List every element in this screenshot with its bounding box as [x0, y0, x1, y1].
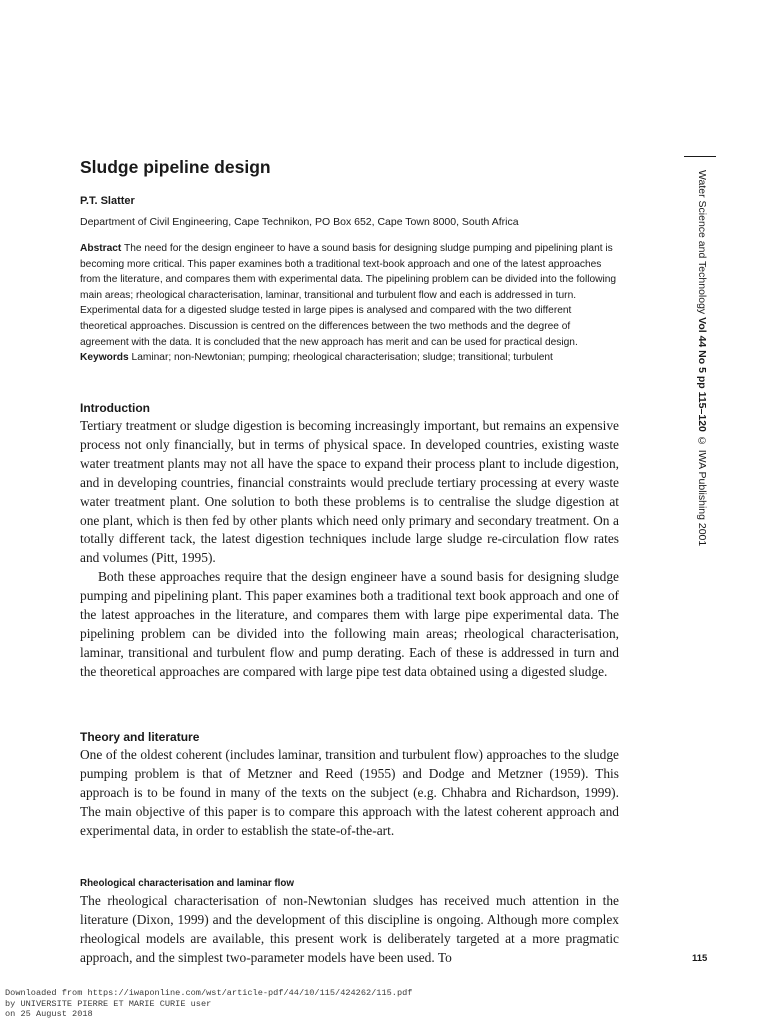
keywords-text: Laminar; non-Newtonian; pumping; rheological characterisation; sludge; transitional; turbulent — [131, 352, 553, 364]
author-name: P.T. Slatter — [80, 195, 135, 207]
theory-body — [80, 746, 619, 841]
author-affiliation: Department of Civil Engineering, Cape Technikon, PO Box 652, Cape Town 8000, South Africa — [80, 216, 519, 228]
rheology-paragraph-1: The rheological characterisation of non-Newtonian sludges has received much attention in the literature (Dixon, 1999) and the development of this discipline is ongoing. Although more complex rheological models are available, this present work is deliberately targeted at a more pragmatic approach, and the simplest two-parameter models have been used. To — [80, 893, 619, 965]
section-heading-introduction: Introduction — [80, 401, 150, 415]
journal-copyright: © IWA Publishing 2001 — [696, 434, 708, 547]
rheology-body — [80, 892, 619, 968]
abstract-label: Abstract — [80, 243, 122, 254]
journal-volume: Vol 44 No 5 pp 115–120 — [696, 317, 708, 432]
abstract-block — [80, 241, 620, 366]
download-notice-line-1: Downloaded from https://iwaponline.com/wst/article-pdf/44/10/115/424262/115.pdf — [5, 988, 413, 998]
download-notice-line-3: on 25 August 2018 — [5, 1009, 93, 1020]
paper-title: Sludge pipeline design — [80, 157, 271, 177]
journal-citation-vertical — [696, 170, 708, 546]
subsection-heading-rheology: Rheological characterisation and laminar flow — [80, 878, 294, 889]
margin-rule — [684, 156, 716, 157]
theory-paragraph-1: One of the oldest coherent (includes laminar, transition and turbulent flow) approaches to the sludge pumping problem is that of Metzner and Reed (1955) and Dodge and Metzner (1959). This approach is to be found in many of the texts on the subject (e.g. Chhabra and Richardson, 1999). The main objective of this paper is to compare this approach with the latest coherent approach and experimental data, in order to establish the state-of-the-art. — [80, 747, 619, 838]
intro-paragraph-1: Tertiary treatment or sludge digestion is becoming increasingly important, but remains an expensive process not only financially, but in terms of physical space. In developed countries, existing waste water treatment plants may not all have the space to expand their process plant to include digestion, and in developing countries, financial constraints would preclude tertiary processing at every waste water treatment plant. One solution to both these problems is to centralise the sludge digestion at one plant, which is then fed by other plants which need only primary and secondary treatment. On a totally different tack, the latest digestion techniques include large sludge re-circulation flow rates and volumes (Pitt, 1995). — [80, 418, 619, 566]
download-notice — [5, 988, 412, 1020]
section-heading-theory: Theory and literature — [80, 730, 200, 744]
keywords-label: Keywords — [80, 352, 129, 364]
journal-name: Water Science and Technology — [696, 170, 708, 315]
introduction-body — [80, 417, 619, 682]
abstract-text: The need for the design engineer to have a sound basis for designing sludge pumping and pipelining plant is becoming more critical. This paper examines both a traditional text-book approach and one of the latest approaches from the literature, and compares them with experimental data. The pipelining problem can be divided into the following main areas; rheological characterisation, laminar, transitional and turbulent flow and each is addressed in turn. Experimental data for a digested sludge tested in large pipes is analysed and compared with the two different theoretical approaches. Discussion is centred on the differences between the two methods and the degree of agreement with the data. It is concluded that the new approach has merit and can be used for practical design. — [80, 243, 617, 348]
page-number: 115 — [692, 953, 708, 964]
intro-paragraph-2: Both these approaches require that the design engineer have a sound basis for designing sludge pumping and pipelining plant. This paper examines both a traditional text book approach and one of the latest approaches in the literature, and compares them with large pipe experimental data. The pipelining problem can be divided into the following main areas; rheological characterisation, laminar, transitional and turbulent flow and pump derating. Each of these is addressed in turn and the theoretical approaches are compared with large pipe test data obtained using a digested sludge. — [80, 569, 619, 679]
download-notice-line-2: by UNIVERSITE PIERRE ET MARIE CURIE user — [5, 998, 212, 1009]
